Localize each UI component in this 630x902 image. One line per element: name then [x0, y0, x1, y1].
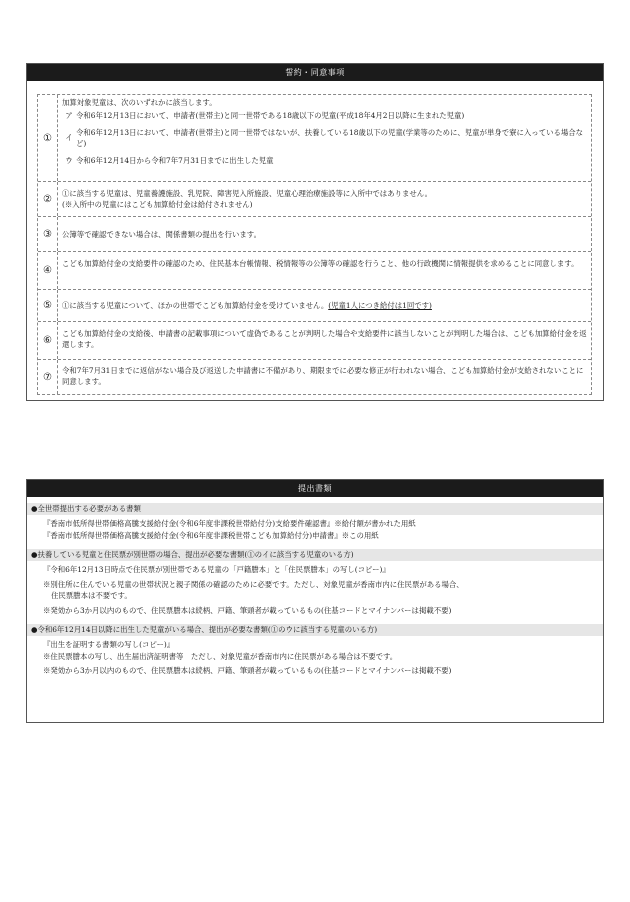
- item-number: ⑦: [38, 360, 58, 394]
- pledge-item-3: [38, 216, 591, 251]
- item-note-underlined: (児童1人につき給付は1回です): [328, 301, 432, 310]
- doc-line: ※発効から3か月以内のもので、住民票謄本は続柄、戸籍、筆頭者が載っているもの(住基コードとマイナンバーは掲載不要): [43, 605, 452, 615]
- item-number: ①: [38, 95, 58, 181]
- pledge-title: 誓約・同意事項: [27, 64, 603, 81]
- item-text: ①に該当する児童は、児童養護施設、乳児院、障害児入所施設、児童心理治療施設等に入所中ではありません。: [62, 189, 432, 198]
- sub-item-i: イ 令和6年12月13日において、申請者(世帯主)と同一世帯ではないが、扶養している18歳以下の児童(学業等のために、児童が単身で寮に入っている場合など): [65, 128, 584, 148]
- pledge-item-2: [38, 181, 591, 216]
- section-head-newborn: ●令和6年12月14日以降に出生した児童がいる場合、提出が必要な書類(①のウに該当する児童のいる方): [27, 624, 603, 636]
- pledge-item-4: [38, 251, 591, 289]
- item-text: 加算対象児童は、次のいずれかに該当します。: [62, 98, 217, 107]
- pledge-item-7: [38, 359, 591, 394]
- item-number: ②: [38, 182, 58, 216]
- pledge-table: [37, 94, 592, 395]
- item-text: こども加算給付金の支給後、申請書の記載事項について虚偽であることが判明した場合や支給要件に該当しないことが判明した場合は、こども加算給付金を返還します。: [62, 329, 587, 349]
- doc-line: 住民票謄本は不要です。: [51, 591, 132, 600]
- doc-line: 『出生を証明する書類の写し(コピー)』: [43, 640, 175, 649]
- section-body-separate-household: [27, 561, 603, 618]
- item-number: ④: [38, 252, 58, 289]
- item-text: 公簿等で確認できない場合は、関係書類の提出を行います。: [62, 229, 261, 239]
- sub-item-u: ウ 令和6年12月14日から令和7年7月31日までに出生した児童: [65, 156, 274, 165]
- section-body-all-households: [27, 515, 603, 543]
- item-number: ③: [38, 217, 58, 251]
- item-note: (※入所中の児童にはこども加算給付金は給付されません): [62, 200, 253, 209]
- item-text: ①に該当する児童について、ほかの世帯でこども加算給付金を受けていません。: [62, 301, 329, 310]
- doc-line: 『香南市低所得世帯価格高騰支援給付金(令和6年度非課税世帯こども加算給付分)申請書』※この用紙: [43, 530, 379, 540]
- documents-title: 提出書類: [27, 480, 603, 497]
- pledge-item-1: [38, 95, 591, 181]
- item-number: ⑤: [38, 290, 58, 321]
- doc-line: ※住民票謄本の写し、出生届出済証明書等 ただし、対象児童が香南市内に住民票がある場合は不要です。: [43, 651, 398, 661]
- section-head-all-households: ●全世帯提出する必要がある書類: [27, 503, 603, 515]
- doc-line: ※発効から3か月以内のもので、住民票謄本は続柄、戸籍、筆頭者が載っているもの(住基コードとマイナンバーは掲載不要): [43, 666, 452, 675]
- documents-panel: [26, 479, 604, 723]
- pledge-item-6: [38, 321, 591, 359]
- doc-line: 『香南市低所得世帯価格高騰支援給付金(令和6年度非課税世帯給付分)支給要件確認書』※給付額が書かれた用紙: [43, 519, 416, 528]
- sub-item-a: ア 令和6年12月13日において、申請者(世帯主)と同一世帯である18歳以下の児童(平成18年4月2日以降に生まれた児童): [65, 111, 465, 120]
- pledge-panel: [26, 63, 604, 401]
- section-head-separate-household: ●扶養している児童と住民票が別世帯の場合、提出が必要な書類(①のイに該当する児童のいる方): [27, 549, 603, 561]
- doc-line: 『令和6年12月13日時点で住民票が別世帯である児童の「戸籍謄本」と「住民票謄本」の写し(コピー)』: [43, 565, 390, 574]
- section-body-newborn: [27, 636, 603, 679]
- item-text: 令和7年7月31日までに返信がない場合及び返送した申請書に不備があり、期限までに必要な修正が行われない場合、こども加算給付金が支給されないことに同意します。: [62, 366, 584, 386]
- item-number: ⑥: [38, 322, 58, 359]
- item-text: こども加算給付金の支給要件の確認のため、住民基本台帳情報、税情報等の公簿等の確認を行うこと、他の行政機関に情報提供を求めることに同意します。: [62, 259, 579, 268]
- pledge-item-5: [38, 289, 591, 321]
- doc-line: ※別住所に住んでいる児童の世帯状況と親子関係の確認のために必要です。ただし、対象児童が香南市内に住民票がある場合、: [43, 579, 464, 589]
